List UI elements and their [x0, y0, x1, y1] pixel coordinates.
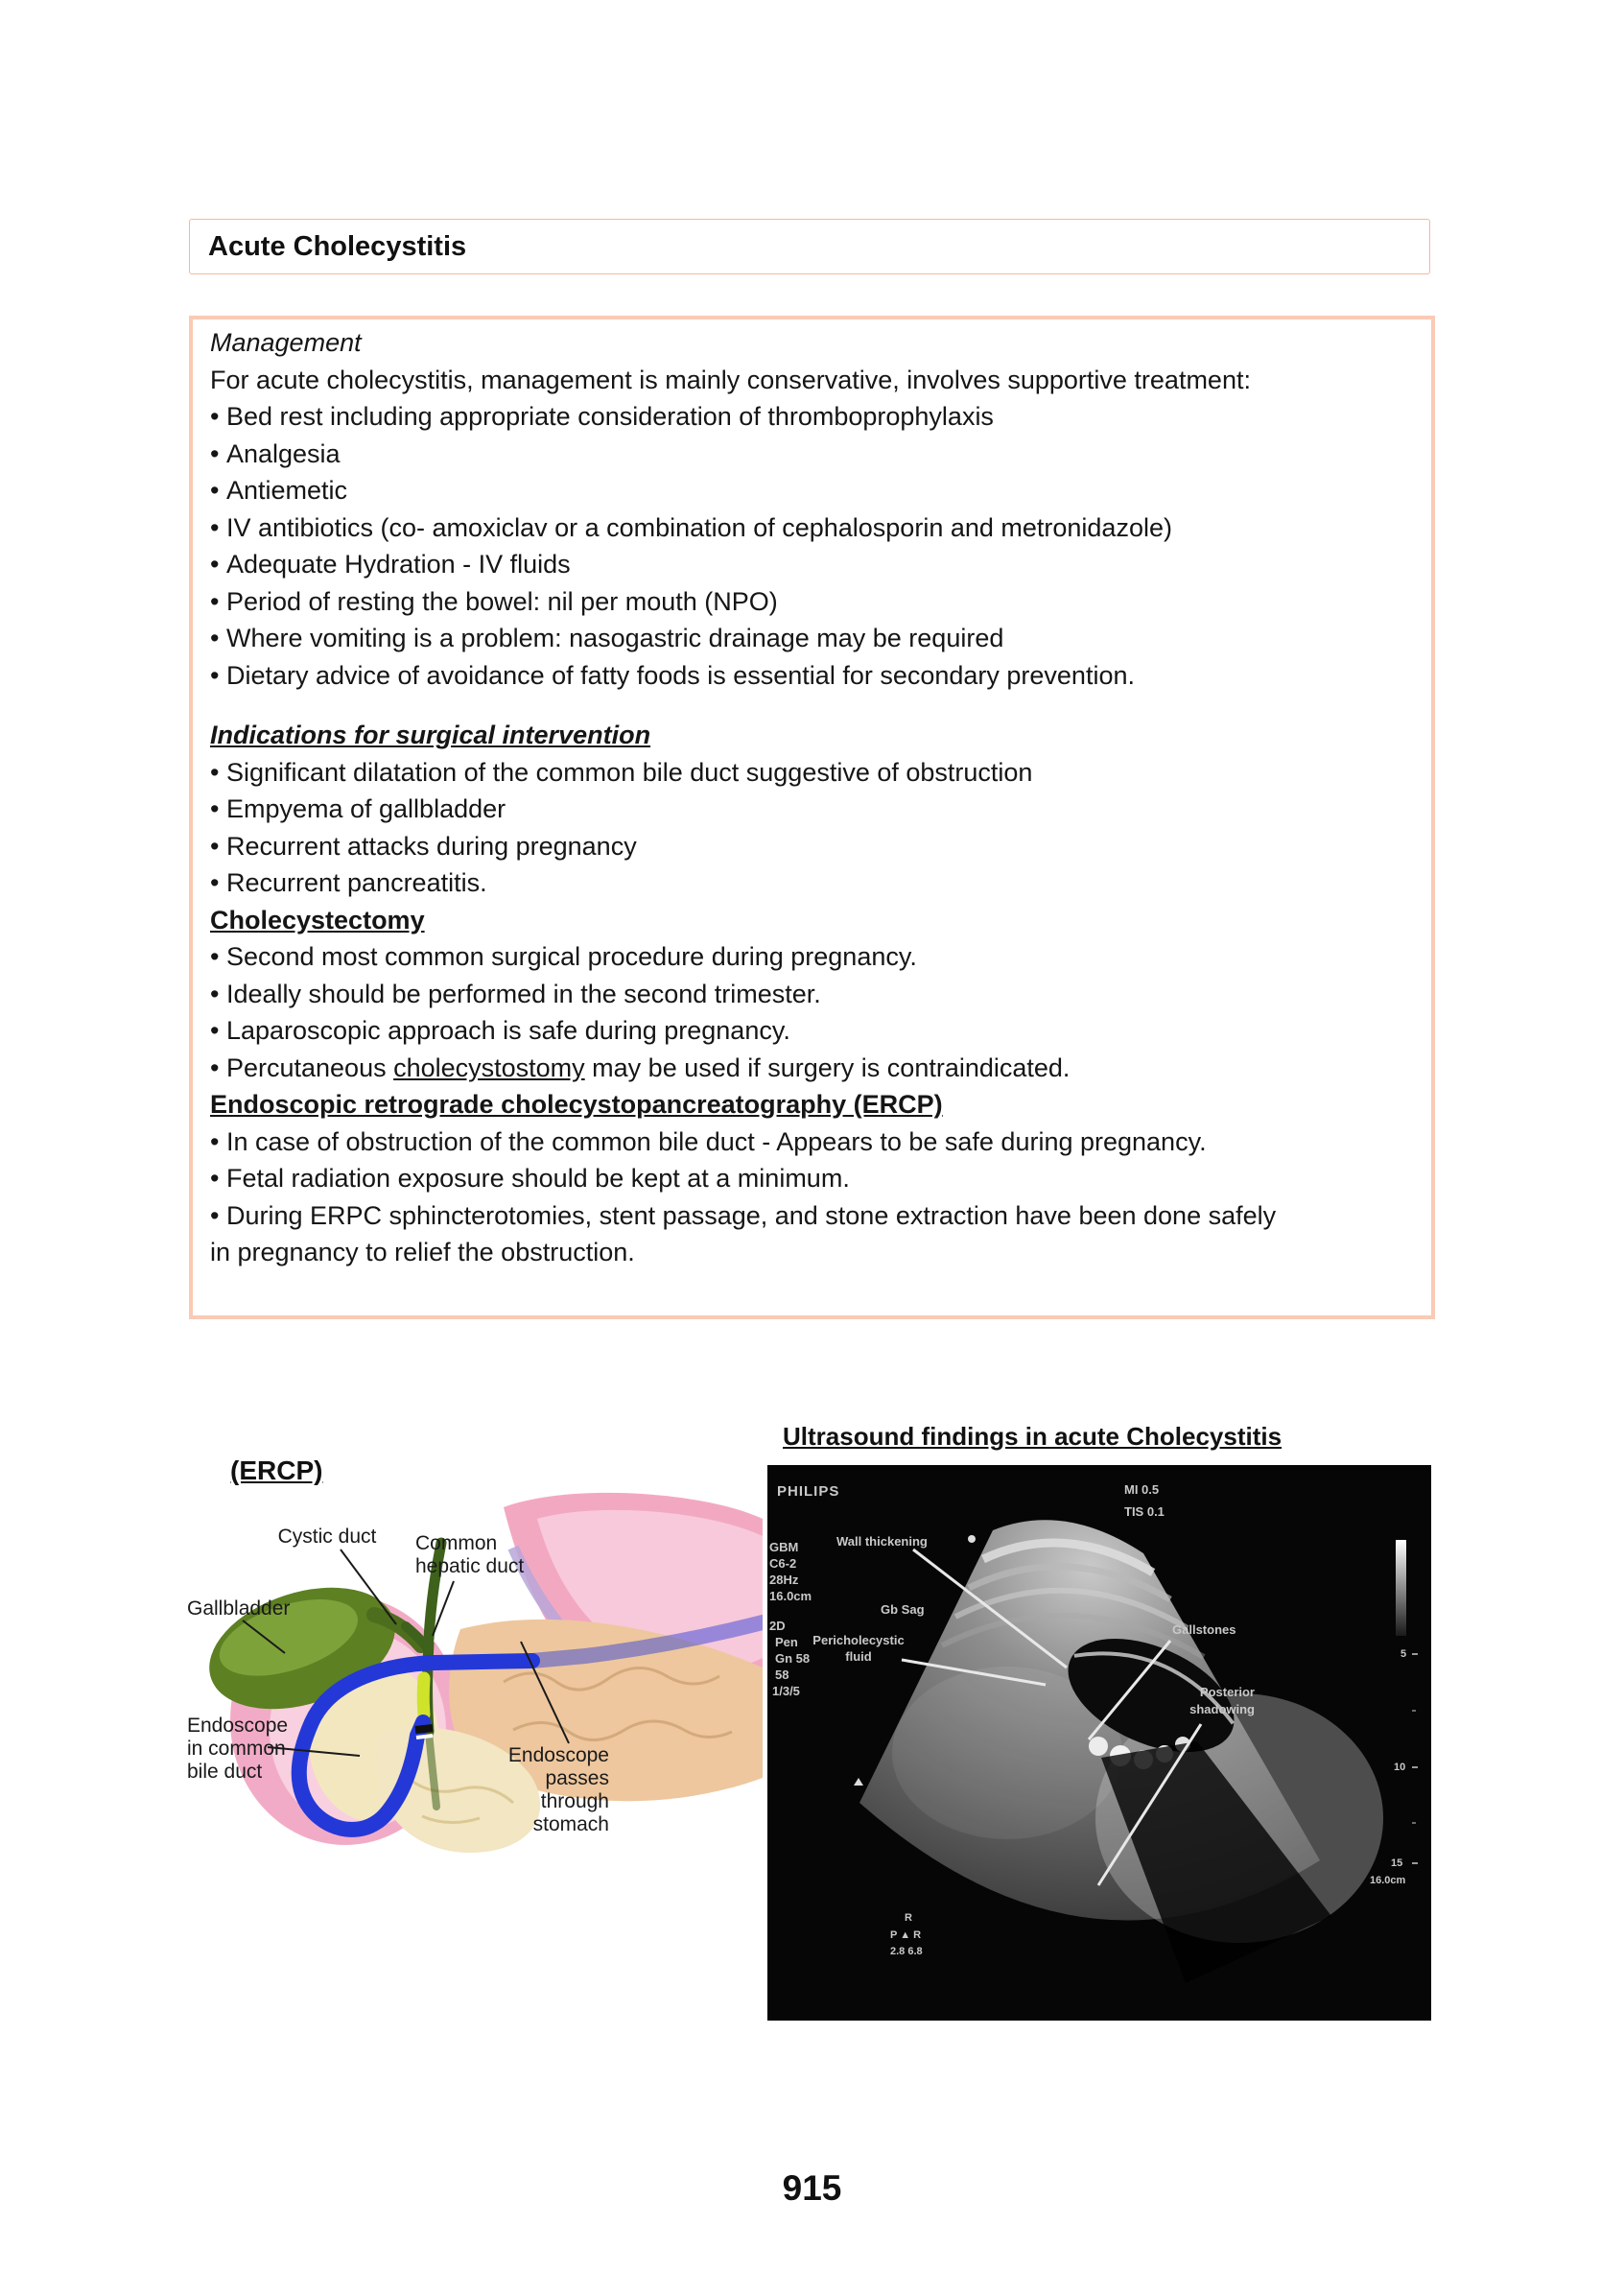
param-depth: 16.0cm	[769, 1589, 812, 1603]
tis-value: TIS 0.1	[1124, 1504, 1165, 1519]
bullet-item: • Antiemetic	[210, 472, 1414, 509]
ercp-heading: Endoscopic retrograde cholecystopancreatography (ERCP)	[210, 1090, 943, 1119]
endoscope-tip-band-black	[415, 1728, 433, 1730]
intro-line: For acute cholecystitis, management is mainly conservative, involves supportive treatment:	[210, 365, 1251, 394]
label-common-hepatic-2: hepatic duct	[415, 1555, 525, 1577]
label-gallstones: Gallstones	[1172, 1622, 1236, 1637]
label-endoscope-stomach-2: passes	[545, 1767, 609, 1789]
bullet-item: • Analgesia	[210, 436, 1414, 473]
mi-value: MI 0.5	[1124, 1482, 1160, 1497]
depth-tick	[1412, 1862, 1418, 1864]
depth-15: 15	[1391, 1857, 1403, 1869]
param-pen: Pen	[775, 1635, 798, 1649]
bullet-item: • Period of resting the bowel: nil per mouth (NPO)	[210, 583, 1414, 621]
bullet-text-pre: Percutaneous	[225, 1053, 394, 1082]
param-2d: 2D	[769, 1619, 786, 1633]
bullet-item: • Where vomiting is a problem: nasogastric drainage may be required	[210, 620, 1414, 657]
bullet-item: • IV antibiotics (co- amoxiclav or a combination of cephalosporin and metronidazole)	[210, 509, 1414, 547]
depth-tick	[1412, 1822, 1416, 1824]
ercp-diagram	[187, 1490, 763, 1861]
orientation-mark-1: R	[905, 1912, 912, 1924]
param-58: 58	[775, 1668, 789, 1682]
depth-tick	[1412, 1766, 1418, 1768]
label-endoscope-stomach-3: through	[540, 1790, 609, 1812]
bullet-item: • Fetal radiation exposure should be kept at a minimum.	[210, 1160, 1414, 1197]
label-gb-sag: Gb Sag	[881, 1602, 925, 1617]
continuation-line: in pregnancy to relief the obstruction.	[210, 1238, 635, 1266]
bullet-item: • Dietary advice of avoidance of fatty foods is essential for secondary prevention.	[210, 657, 1414, 695]
cholecystectomy-heading: Cholecystectomy	[210, 905, 425, 934]
bullet-text-post: may be used if surgery is contraindicated.	[584, 1053, 1071, 1082]
label-endoscope-cbd-1: Endoscope	[187, 1715, 289, 1737]
bullet-item: • Bed rest including appropriate consideration of thromboprophylaxis	[210, 398, 1414, 436]
contrast-yellow-segment	[423, 1678, 424, 1715]
param-135: 1/3/5	[772, 1684, 800, 1698]
param-gain: Gn 58	[775, 1651, 811, 1666]
label-gallbladder: Gallbladder	[187, 1597, 291, 1620]
label-posterior-1: Posterior	[1199, 1685, 1255, 1699]
endoscope-tip-band-white	[416, 1736, 433, 1738]
orientation-mark-2: P ▲ R	[890, 1929, 922, 1941]
depth-tick	[1412, 1710, 1416, 1712]
param-probe: C6-2	[769, 1556, 797, 1571]
param-hz: 28Hz	[769, 1573, 799, 1587]
label-endoscope-stomach-4: stomach	[532, 1813, 609, 1835]
param-gbm: GBM	[769, 1540, 799, 1554]
page-title: Acute Cholecystitis	[208, 230, 467, 262]
bullet-item-cholecystostomy	[210, 1050, 1414, 1087]
label-common-hepatic-1: Common	[415, 1532, 498, 1554]
section-title-bar	[189, 219, 1430, 274]
grayscale-bar	[1396, 1540, 1406, 1636]
depth-tick	[1412, 1653, 1418, 1655]
gallstone	[1089, 1737, 1108, 1756]
depth-16cm: 16.0cm	[1370, 1875, 1406, 1886]
surgical-indications-heading: Indications for surgical intervention	[210, 721, 651, 749]
label-endoscope-cbd-2: in common	[187, 1738, 286, 1760]
bullet-item: • In case of obstruction of the common bile duct - Appears to be safe during pregnancy.	[210, 1124, 1414, 1161]
label-wall-thickening: Wall thickening	[836, 1534, 928, 1549]
orientation-mark-3: 2.8 6.8	[890, 1946, 923, 1957]
label-pericholecystic-2: fluid	[845, 1649, 872, 1664]
management-heading: Management	[210, 328, 362, 357]
underlined-term: cholecystostomy	[393, 1053, 585, 1082]
bullet-item: • Adequate Hydration - IV fluids	[210, 546, 1414, 583]
focus-marker-dot	[968, 1535, 976, 1543]
page-number: 915	[782, 2168, 842, 2208]
bullet-item: • Recurrent pancreatitis.	[210, 864, 1414, 902]
label-posterior-2: shadowing	[1189, 1702, 1255, 1716]
bullet-item: • During ERPC sphincterotomies, stent passage, and stone extraction have been done safely	[210, 1197, 1414, 1235]
depth-10: 10	[1394, 1762, 1406, 1773]
bullet-item: • Ideally should be performed in the second trimester.	[210, 976, 1414, 1013]
bullet-item: • Second most common surgical procedure during pregnancy.	[210, 938, 1414, 976]
ultrasound-figure-title: Ultrasound findings in acute Cholecystitis	[783, 1422, 1283, 1451]
bullet-item: • Recurrent attacks during pregnancy	[210, 828, 1414, 865]
label-endoscope-stomach-1: Endoscope	[507, 1744, 609, 1766]
label-endoscope-cbd-3: bile duct	[187, 1761, 263, 1783]
depth-5: 5	[1400, 1648, 1407, 1660]
ultrasound-image	[767, 1465, 1431, 2021]
bullet-item: • Laparoscopic approach is safe during pregnancy.	[210, 1012, 1414, 1050]
management-box	[189, 316, 1435, 1319]
bullet-item: • Empyema of gallbladder	[210, 791, 1414, 828]
label-cystic-duct: Cystic duct	[277, 1526, 377, 1548]
bullet-item: • Significant dilatation of the common bile duct suggestive of obstruction	[210, 754, 1414, 792]
label-pericholecystic-1: Pericholecystic	[812, 1633, 905, 1647]
philips-logo: PHILIPS	[777, 1483, 840, 1500]
ercp-figure-label: (ERCP)	[230, 1455, 323, 1485]
